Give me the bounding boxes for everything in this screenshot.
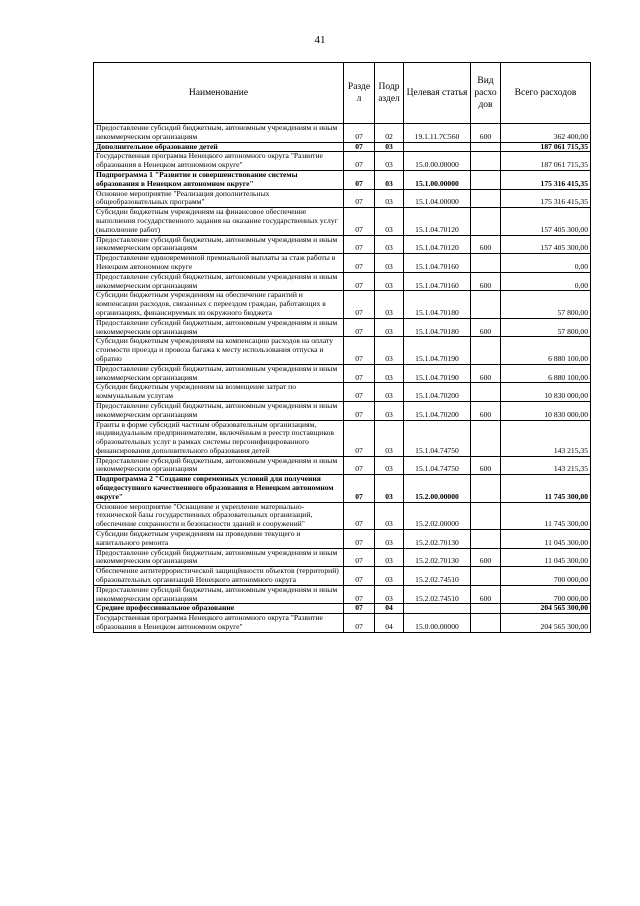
- cell-name: Основное мероприятие "Реализация дополнительных общеобразовательных программ": [94, 189, 344, 208]
- cell-type: [471, 420, 501, 456]
- cell-amount: 11 045 300,00: [501, 530, 591, 549]
- header-target: Целевая статья: [404, 63, 471, 124]
- table-row: [94, 420, 591, 456]
- cell-type: 600: [471, 548, 501, 567]
- table-row: [94, 189, 591, 208]
- cell-section: 07: [344, 208, 375, 235]
- cell-target: 15.1.04.70190: [404, 337, 471, 364]
- cell-target: 15.2.02.70130: [404, 530, 471, 549]
- cell-type: [471, 189, 501, 208]
- header-row: [94, 63, 591, 124]
- cell-type: [471, 208, 501, 235]
- cell-amount: 187 061 715,35: [501, 152, 591, 171]
- cell-amount: 57 800,00: [501, 318, 591, 337]
- cell-type: [471, 383, 501, 402]
- cell-amount: 157 405 300,00: [501, 235, 591, 254]
- cell-subsection: 03: [375, 235, 404, 254]
- table-row: [94, 291, 591, 318]
- cell-name: Предоставление субсидий бюджетным, автономным учреждениям и иным некоммерческим организациям: [94, 272, 344, 291]
- cell-amount: 204 565 300,00: [501, 604, 591, 614]
- cell-subsection: 03: [375, 401, 404, 420]
- cell-name: Предоставление субсидий бюджетным, автономным учреждениям и иным некоммерческим организациям: [94, 548, 344, 567]
- cell-type: [471, 502, 501, 529]
- cell-type: [471, 170, 501, 189]
- cell-target: 15.1.00.00000: [404, 170, 471, 189]
- cell-type: [471, 337, 501, 364]
- cell-type: 600: [471, 585, 501, 604]
- cell-name: Предоставление субсидий бюджетным, автономным учреждениям и иным некоммерческим организациям: [94, 364, 344, 383]
- cell-name: Субсидии бюджетным учреждениям на компенсацию расходов на оплату стоимости проезда и провоза багажа к месту использования отпуска и обратно: [94, 337, 344, 364]
- cell-subsection: 03: [375, 567, 404, 586]
- cell-target: 19.1.11.7С560: [404, 124, 471, 143]
- cell-subsection: 03: [375, 383, 404, 402]
- cell-amount: 700 000,00: [501, 585, 591, 604]
- cell-name: Предоставление единовременной премиальной выплаты за стаж работы в Ненецком автономном округе: [94, 254, 344, 273]
- cell-type: [471, 291, 501, 318]
- cell-amount: 6 880 100,00: [501, 364, 591, 383]
- cell-section: 07: [344, 254, 375, 273]
- cell-section: 07: [344, 456, 375, 475]
- cell-section: 07: [344, 235, 375, 254]
- cell-section: 07: [344, 420, 375, 456]
- cell-subsection: 03: [375, 170, 404, 189]
- cell-subsection: 03: [375, 420, 404, 456]
- cell-subsection: 03: [375, 142, 404, 152]
- cell-target: 15.2.00.00000: [404, 475, 471, 502]
- cell-subsection: 02: [375, 124, 404, 143]
- table-row: [94, 456, 591, 475]
- cell-section: 07: [344, 585, 375, 604]
- cell-name: Предоставление субсидий бюджетным, автономным учреждениям и иным некоммерческим организациям: [94, 318, 344, 337]
- cell-amount: 204 565 300,00: [501, 614, 591, 633]
- cell-subsection: 03: [375, 291, 404, 318]
- cell-target: 15.1.04.70180: [404, 291, 471, 318]
- cell-name: Субсидии бюджетным учреждениям на возмещение затрат по коммунальным услугам: [94, 383, 344, 402]
- table-row: [94, 502, 591, 529]
- cell-amount: 157 405 300,00: [501, 208, 591, 235]
- cell-name: Основное мероприятие "Оснащение и укрепление материально-технической базы государственных образовательных организаций, обеспечение сохранности и безопасности зданий и сооружений": [94, 502, 344, 529]
- cell-section: 07: [344, 124, 375, 143]
- cell-type: [471, 254, 501, 273]
- cell-subsection: 04: [375, 604, 404, 614]
- cell-target: 15.1.04.70200: [404, 401, 471, 420]
- cell-amount: 175 316 415,35: [501, 189, 591, 208]
- cell-type: 600: [471, 235, 501, 254]
- cell-subsection: 03: [375, 318, 404, 337]
- table-row: [94, 208, 591, 235]
- cell-amount: 143 215,35: [501, 420, 591, 456]
- cell-type: 600: [471, 272, 501, 291]
- cell-amount: 187 061 715,35: [501, 142, 591, 152]
- cell-subsection: 04: [375, 614, 404, 633]
- cell-amount: 0,00: [501, 254, 591, 273]
- cell-subsection: 03: [375, 254, 404, 273]
- table-row: [94, 548, 591, 567]
- cell-target: 15.1.04.70180: [404, 318, 471, 337]
- cell-type: [471, 604, 501, 614]
- cell-amount: 11 045 300,00: [501, 548, 591, 567]
- cell-name: Государственная программа Ненецкого автономного округа "Развитие образования в Ненецком автономном округе": [94, 152, 344, 171]
- table-row: [94, 152, 591, 171]
- cell-section: 07: [344, 152, 375, 171]
- table-row: [94, 337, 591, 364]
- cell-amount: 143 215,35: [501, 456, 591, 475]
- cell-name: Обеспечение антитеррористической защищённости объектов (территорий) образовательных организаций Ненецкого автономного округа: [94, 567, 344, 586]
- cell-amount: 175 316 415,35: [501, 170, 591, 189]
- cell-name: Субсидии бюджетным учреждениям на финансовое обеспечение выполнения государственного задания на оказание государственных услуг (выполнение работ): [94, 208, 344, 235]
- cell-amount: 10 830 000,00: [501, 401, 591, 420]
- cell-type: [471, 567, 501, 586]
- cell-target: 15.1.04.70120: [404, 235, 471, 254]
- cell-amount: 57 800,00: [501, 291, 591, 318]
- table-row: [94, 567, 591, 586]
- cell-type: 600: [471, 124, 501, 143]
- cell-name: Гранты в форме субсидий частным образовательным организациям, индивидуальным предпринимателям, включённым в реестр поставщиков образовательных услуг в рамках системы персонифицированного финансирования дополнительного образования детей: [94, 420, 344, 456]
- cell-amount: 0,00: [501, 272, 591, 291]
- header-total: Всего расходов: [501, 63, 591, 124]
- cell-name: Предоставление субсидий бюджетным, автономным учреждениям и иным некоммерческим организациям: [94, 585, 344, 604]
- cell-target: 15.1.04.70120: [404, 208, 471, 235]
- cell-amount: 11 745 300,00: [501, 502, 591, 529]
- cell-section: 07: [344, 170, 375, 189]
- cell-type: [471, 142, 501, 152]
- table-row: [94, 585, 591, 604]
- cell-type: 600: [471, 401, 501, 420]
- cell-subsection: 03: [375, 502, 404, 529]
- cell-amount: 700 000,00: [501, 567, 591, 586]
- cell-section: 07: [344, 530, 375, 549]
- cell-subsection: 03: [375, 152, 404, 171]
- cell-section: 07: [344, 567, 375, 586]
- cell-subsection: 03: [375, 208, 404, 235]
- cell-target: 15.0.00.00000: [404, 152, 471, 171]
- cell-name: Среднее профессиональное образование: [94, 604, 344, 614]
- cell-name: Предоставление субсидий бюджетным, автономным учреждениям и иным некоммерческим организациям: [94, 401, 344, 420]
- cell-subsection: 03: [375, 548, 404, 567]
- cell-type: 600: [471, 456, 501, 475]
- cell-subsection: 03: [375, 530, 404, 549]
- table-row: [94, 318, 591, 337]
- table-row: [94, 364, 591, 383]
- cell-target: 15.1.04.70160: [404, 254, 471, 273]
- page-number: 41: [314, 34, 326, 46]
- table-row: [94, 235, 591, 254]
- cell-name: Предоставление субсидий бюджетным, автономным учреждениям и иным некоммерческим организациям: [94, 456, 344, 475]
- header-name: Наименование: [94, 63, 344, 124]
- cell-target: 15.2.02.74510: [404, 567, 471, 586]
- cell-subsection: 03: [375, 585, 404, 604]
- cell-section: 07: [344, 364, 375, 383]
- cell-name: Подпрограмма 1 "Развитие и совершенствование системы образования в Ненецком автономном округе": [94, 170, 344, 189]
- cell-section: 07: [344, 383, 375, 402]
- table-row: [94, 401, 591, 420]
- cell-section: 07: [344, 614, 375, 633]
- cell-section: 07: [344, 401, 375, 420]
- table-row: [94, 614, 591, 633]
- cell-section: 07: [344, 502, 375, 529]
- cell-name: Дополнительное образование детей: [94, 142, 344, 152]
- cell-name: Предоставление субсидий бюджетным, автономным учреждениям и иным некоммерческим организациям: [94, 124, 344, 143]
- cell-target: [404, 142, 471, 152]
- cell-subsection: 03: [375, 189, 404, 208]
- cell-type: [471, 614, 501, 633]
- cell-target: 15.1.04.70160: [404, 272, 471, 291]
- table-row: [94, 124, 591, 143]
- cell-name: Государственная программа Ненецкого автономного округа "Развитие образования в Ненецком автономном округе": [94, 614, 344, 633]
- cell-section: 07: [344, 548, 375, 567]
- header-subsection: Подр аздел: [375, 63, 404, 124]
- cell-section: 07: [344, 337, 375, 364]
- cell-target: 15.0.00.00000: [404, 614, 471, 633]
- cell-subsection: 03: [375, 364, 404, 383]
- cell-section: 07: [344, 291, 375, 318]
- table-row: [94, 475, 591, 502]
- budget-table: [93, 62, 591, 633]
- table-row: [94, 272, 591, 291]
- cell-subsection: 03: [375, 475, 404, 502]
- cell-name: Субсидии бюджетным учреждениям на проведение текущего и капитального ремонта: [94, 530, 344, 549]
- cell-target: 15.2.02.74510: [404, 585, 471, 604]
- cell-subsection: 03: [375, 337, 404, 364]
- cell-amount: 6 880 100,00: [501, 337, 591, 364]
- cell-type: [471, 530, 501, 549]
- cell-name: Субсидии бюджетным учреждениям на обеспечение гарантий и компенсации расходов, связанных с переездом граждан, работающих в организациях, финансируемых из окружного бюджета: [94, 291, 344, 318]
- cell-section: 07: [344, 272, 375, 291]
- cell-target: 15.1.04.74750: [404, 420, 471, 456]
- cell-section: 07: [344, 318, 375, 337]
- cell-name: Подпрограмма 2 "Создание современных условий для получения общедоступного качественного образования в Ненецком автономном округе": [94, 475, 344, 502]
- cell-type: 600: [471, 318, 501, 337]
- cell-target: 15.2.02.00000: [404, 502, 471, 529]
- cell-target: 15.1.04.00000: [404, 189, 471, 208]
- cell-amount: 10 830 000,00: [501, 383, 591, 402]
- cell-type: [471, 475, 501, 502]
- cell-target: 15.1.04.70190: [404, 364, 471, 383]
- cell-name: Предоставление субсидий бюджетным, автономным учреждениям и иным некоммерческим организациям: [94, 235, 344, 254]
- cell-type: 600: [471, 364, 501, 383]
- cell-section: 07: [344, 142, 375, 152]
- cell-target: 15.1.04.74750: [404, 456, 471, 475]
- cell-type: [471, 152, 501, 171]
- header-section: Разде л: [344, 63, 375, 124]
- header-type: Вид расхо дов: [471, 63, 501, 124]
- table-row: [94, 170, 591, 189]
- table-row: [94, 530, 591, 549]
- cell-subsection: 03: [375, 272, 404, 291]
- cell-section: 07: [344, 189, 375, 208]
- cell-target: 15.2.02.70130: [404, 548, 471, 567]
- cell-amount: 11 745 300,00: [501, 475, 591, 502]
- cell-target: [404, 604, 471, 614]
- table-row: [94, 254, 591, 273]
- cell-section: 07: [344, 475, 375, 502]
- table-row: [94, 383, 591, 402]
- cell-target: 15.1.04.70200: [404, 383, 471, 402]
- cell-amount: 362 400,00: [501, 124, 591, 143]
- cell-section: 07: [344, 604, 375, 614]
- cell-subsection: 03: [375, 456, 404, 475]
